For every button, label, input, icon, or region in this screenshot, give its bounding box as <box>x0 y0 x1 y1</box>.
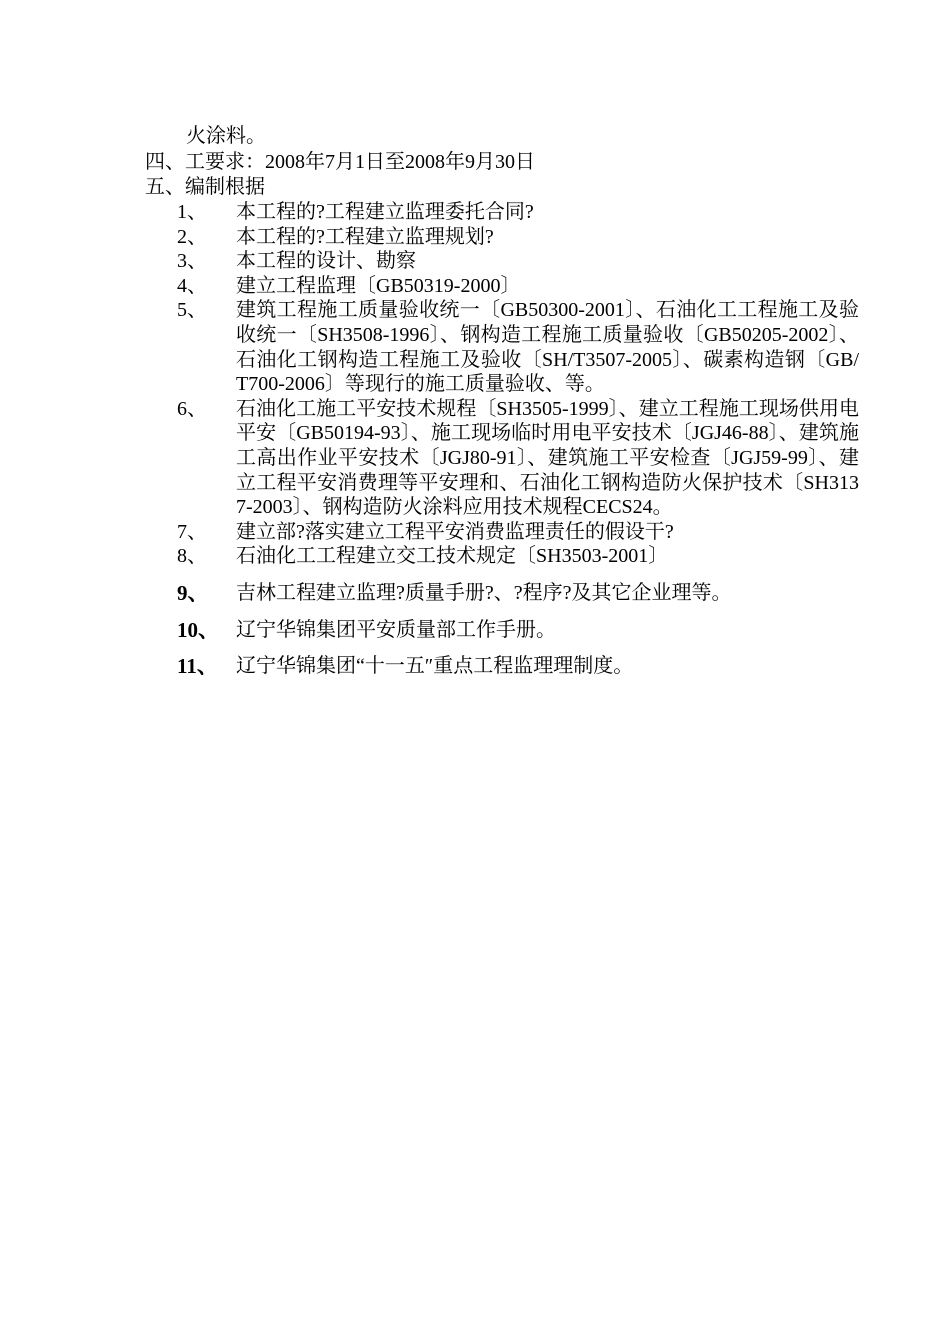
list-item <box>0 544 950 569</box>
list-item <box>0 200 950 225</box>
list-item <box>0 654 950 679</box>
list-item-number: 11、 <box>177 654 218 679</box>
list-item <box>0 581 950 606</box>
list-item <box>0 249 950 274</box>
list-item-number: 8、 <box>177 545 207 568</box>
list-item-number: 3、 <box>177 250 207 273</box>
list-item-text: 建筑工程施工质量验收统一〔GB50300-2001〕、石油化工工程施工及验收统一〔SH3508-1996〕、钢构造工程施工质量验收〔GB50205-2002〕、石油化工钢构造工程施工及验收〔SH/T3507-2005〕、碳素构造钢〔GB/T700-2006〕等现行的施工质量验收、等。 <box>236 299 859 396</box>
list-item-text: 辽宁华锦集团“十一五″重点工程监理理制度。 <box>236 655 634 678</box>
list-item <box>0 298 950 396</box>
section-heading-4: 四、工要求：2008年7月1日至2008年9月30日 <box>145 151 535 173</box>
list-item-text: 建立工程监理〔GB50319-2000〕 <box>236 274 521 297</box>
list-item-number: 1、 <box>177 201 207 223</box>
list-item <box>0 397 950 520</box>
list-item-text: 本工程的?工程建立监理规划? <box>236 225 494 248</box>
list-item-text: 辽宁华锦集团平安质量部工作手册。 <box>236 618 556 641</box>
list-item-text: 建立部?落实建立工程平安消费监理责任的假设干? <box>236 520 674 543</box>
list-item-number: 4、 <box>177 274 207 297</box>
basis-list <box>0 200 950 691</box>
section-heading-5: 五、编制根据 <box>145 176 265 198</box>
list-item <box>0 520 950 545</box>
list-item-number: 2、 <box>177 225 207 248</box>
continuation-text: 火涂料。 <box>186 125 266 147</box>
list-item-text: 本工程的?工程建立监理委托合同? <box>236 201 534 223</box>
list-item <box>0 225 950 250</box>
list-item <box>0 618 950 643</box>
list-item-text: 石油化工工程建立交工技术规定〔SH3503-2001〕 <box>236 545 669 568</box>
list-item-text: 吉林工程建立监理?质量手册?、?程序?及其它企业理等。 <box>236 581 732 604</box>
list-item <box>0 274 950 299</box>
list-item-number: 5、 <box>177 299 207 322</box>
list-item-number: 9、 <box>177 580 209 605</box>
list-item-text: 石油化工施工平安技术规程〔SH3505-1999〕、建立工程施工现场供用电平安〔GB50194-93〕、施工现场临时用电平安技术〔JGJ46-88〕、建筑施工高出作业平安技术〔JGJ80-91〕、建筑施工平安检查〔JGJ59-99〕、建立工程平安消费理等平安理和、石油化工钢构造防火保护技术〔SH3137-2003〕、钢构造防火涂料应用技术规程CECS24。 <box>236 397 859 519</box>
list-item-number: 6、 <box>177 397 207 420</box>
list-item-number: 10、 <box>177 617 219 642</box>
list-item-number: 7、 <box>177 520 207 543</box>
list-item-text: 本工程的设计、勘察 <box>236 250 416 273</box>
